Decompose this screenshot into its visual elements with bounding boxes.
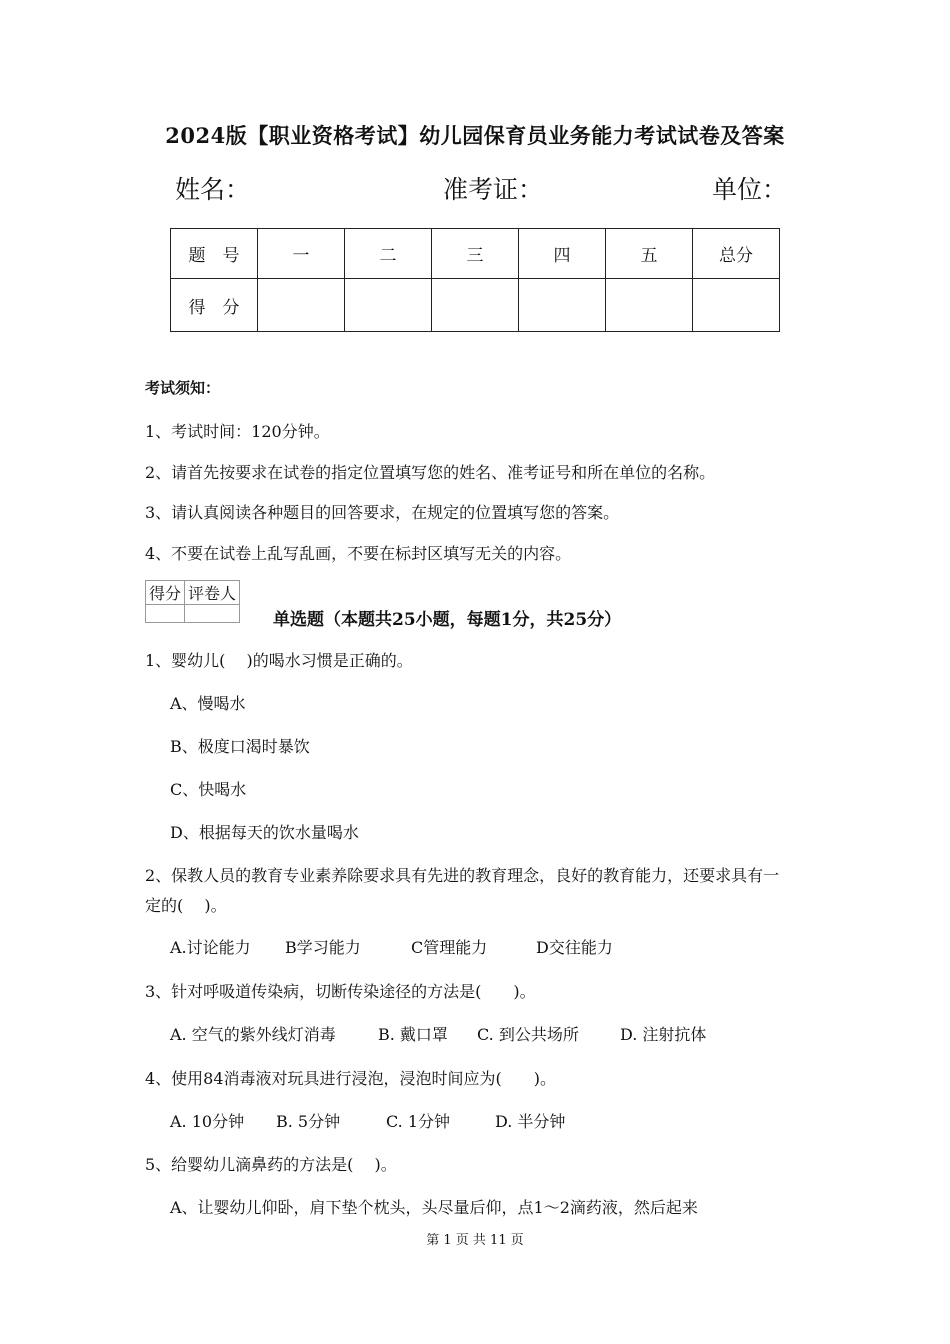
score-entry-cell xyxy=(432,279,519,332)
document-title: 2024版【职业资格考试】幼儿园保育员业务能力考试试卷及答案 xyxy=(165,123,785,148)
question-stem: 3、针对呼吸道传染病，切断传染途径的方法是( )。 xyxy=(145,982,536,1001)
name-field-label: 姓名： xyxy=(175,175,251,204)
grader-box xyxy=(145,580,240,623)
question-option: D. 注射抗体 xyxy=(620,1025,707,1044)
question-option: D. 半分钟 xyxy=(495,1112,566,1131)
score-entry-cell xyxy=(693,279,780,332)
question-option: D交往能力 xyxy=(536,938,613,957)
question-option: A. 空气的紫外线灯消毒 xyxy=(170,1025,336,1044)
score-entry-cell xyxy=(606,279,693,332)
score-table-cell: 总分 xyxy=(693,229,780,279)
question-option: D、根据每天的饮水量喝水 xyxy=(170,823,359,842)
question-option: A.讨论能力 xyxy=(170,938,251,957)
grader-reviewer-label: 评卷人 xyxy=(185,581,240,605)
question-option: B、极度口渴时暴饮 xyxy=(170,737,310,756)
score-row-label: 得 分 xyxy=(171,279,258,332)
question-option: C、快喝水 xyxy=(170,780,247,799)
question-option: C管理能力 xyxy=(411,938,488,957)
notice-item: 4、不要在试卷上乱写乱画，不要在标封区填写无关的内容。 xyxy=(145,544,572,563)
notice-item: 2、请首先按要求在试卷的指定位置填写您的姓名、准考证号和所在单位的名称。 xyxy=(145,463,716,482)
question-option: A、让婴幼儿仰卧，肩下垫个枕头，头尽量后仰，点1～2滴药液，然后起来 xyxy=(170,1198,698,1217)
score-table-cell: 五 xyxy=(606,229,693,279)
question-stem: 4、使用84消毒液对玩具进行浸泡，浸泡时间应为( )。 xyxy=(145,1069,557,1088)
score-table-cell: 二 xyxy=(345,229,432,279)
score-entry-cell xyxy=(258,279,345,332)
score-table-cell: 四 xyxy=(519,229,606,279)
question-option: C. 1分钟 xyxy=(386,1112,451,1131)
grader-score-cell xyxy=(146,605,185,623)
question-stem: 2、保教人员的教育专业素养除要求具有先进的教育理念，良好的教育能力，还要求具有一 xyxy=(145,866,780,885)
score-table-header-row xyxy=(171,229,780,279)
score-entry-cell xyxy=(519,279,606,332)
grader-score-label: 得分 xyxy=(146,581,185,605)
question-option: A. 10分钟 xyxy=(170,1112,245,1131)
question-option: B. 戴口罩 xyxy=(378,1025,448,1044)
exam-id-field-label: 准考证： xyxy=(443,175,544,204)
grader-reviewer-cell xyxy=(185,605,240,623)
question-option: A、慢喝水 xyxy=(170,694,246,713)
score-entry-cell xyxy=(345,279,432,332)
unit-field-label: 单位： xyxy=(712,175,788,204)
notice-item: 1、考试时间：120分钟。 xyxy=(145,422,330,441)
question-option: C. 到公共场所 xyxy=(477,1025,579,1044)
question-stem: 5、给婴幼儿滴鼻药的方法是( )。 xyxy=(145,1155,397,1174)
section-title: 单选题（本题共25小题，每题1分，共25分） xyxy=(273,610,622,630)
page-footer: 第 1 页 共 11 页 xyxy=(426,1233,524,1248)
score-table-cell: 三 xyxy=(432,229,519,279)
score-table-score-row xyxy=(171,279,780,332)
score-table-cell: 题 号 xyxy=(171,229,258,279)
question-option: B学习能力 xyxy=(285,938,361,957)
score-table xyxy=(170,228,780,332)
question-option: B. 5分钟 xyxy=(276,1112,341,1131)
question-stem-continued: 定的( )。 xyxy=(145,896,227,915)
score-table-cell: 一 xyxy=(258,229,345,279)
notice-heading: 考试须知： xyxy=(145,379,221,397)
notice-item: 3、请认真阅读各种题目的回答要求，在规定的位置填写您的答案。 xyxy=(145,503,620,522)
question-stem: 1、婴幼儿( )的喝水习惯是正确的。 xyxy=(145,651,413,670)
